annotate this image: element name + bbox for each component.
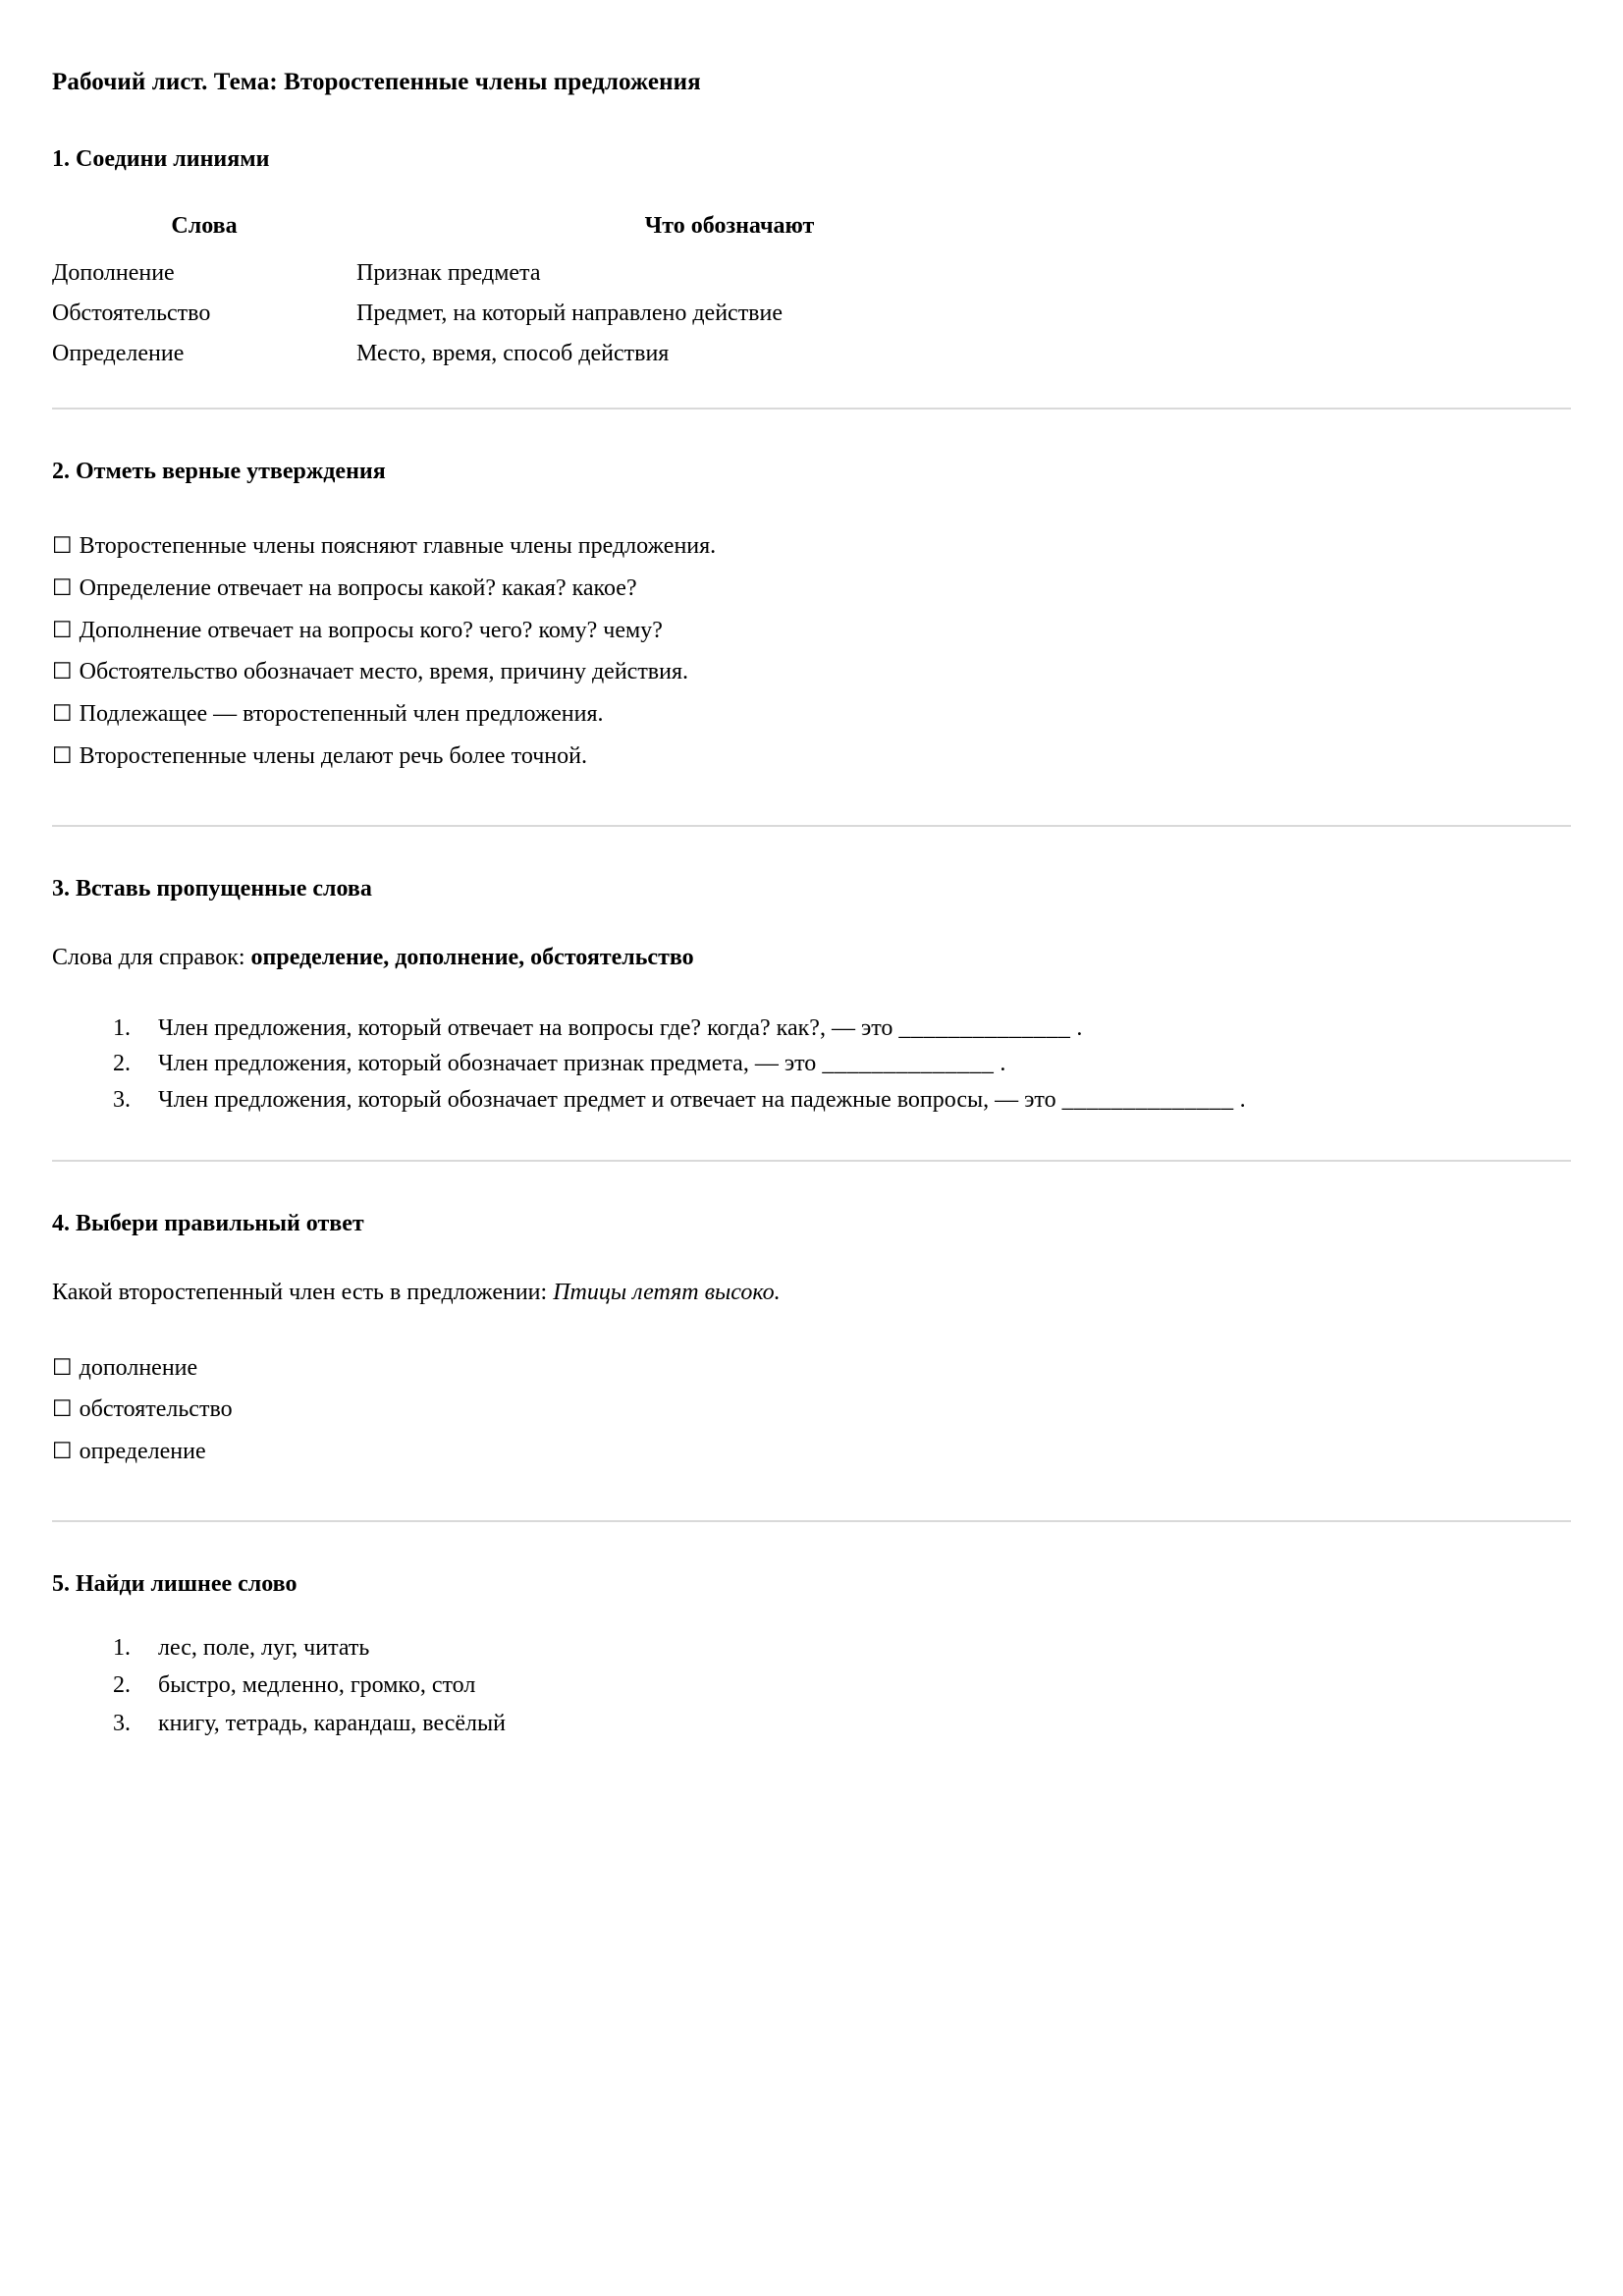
fill-blank-text-3: Член предложения, который обозначает предмет и отвечает на падежные вопросы, — это	[158, 1086, 1062, 1113]
list-item[interactable]	[136, 1669, 1571, 1703]
column-header-words: Слова	[171, 213, 238, 240]
checkbox-icon[interactable]: ☐	[52, 659, 73, 685]
checkbox-icon[interactable]: ☐	[52, 742, 73, 769]
answer-option-label-2: обстоятельство	[79, 1396, 233, 1423]
list-item[interactable]	[136, 1012, 1571, 1046]
checkbox-label-4: Обстоятельство обозначает место, время, причину действия.	[79, 659, 689, 685]
table-header-row	[52, 207, 1103, 253]
question-sentence: Птицы летят высоко.	[553, 1279, 781, 1305]
checkbox-label-3: Дополнение отвечает на вопросы кого? чего? кому? чему?	[79, 617, 663, 643]
checkbox-icon[interactable]: ☐	[52, 617, 73, 643]
page-title: Рабочий лист. Тема: Второстепенные члены предложения	[52, 69, 701, 95]
list-item[interactable]	[136, 1084, 1571, 1118]
match-table	[52, 207, 1103, 374]
answer-option-row-3[interactable]	[52, 1431, 1571, 1473]
checkbox-row-4[interactable]	[52, 651, 1571, 693]
answer-option-label-1: дополнение	[79, 1354, 198, 1381]
checkbox-row-3[interactable]	[52, 610, 1571, 652]
column-header-meanings: Что обозначают	[644, 213, 815, 240]
checkbox-icon[interactable]: ☐	[52, 701, 73, 728]
checkbox-icon[interactable]: ☐	[52, 1396, 73, 1423]
match-meaning-1[interactable]: Признак предмета	[356, 260, 541, 287]
checkbox-row-5[interactable]	[52, 693, 1571, 736]
table-row[interactable]	[52, 334, 1103, 374]
answer-option-row-1[interactable]	[52, 1347, 1571, 1390]
reference-words-values: определение, дополнение, обстоятельство	[250, 944, 694, 970]
odd-one-out-item-3: книгу, тетрадь, карандаш, весёлый	[158, 1711, 506, 1737]
answer-option-row-2[interactable]	[52, 1389, 1571, 1431]
checkbox-label-6: Второстепенные члены делают речь более точной.	[79, 742, 587, 769]
table-row[interactable]	[52, 253, 1103, 294]
reference-words-line	[52, 943, 1571, 973]
answer-option-label-3: определение	[79, 1439, 206, 1465]
fill-blank-list	[52, 1012, 1571, 1118]
fill-blank-text-2: Член предложения, который обозначает признак предмета, — это	[158, 1051, 823, 1077]
fill-blank-tail-3: .	[1233, 1086, 1246, 1113]
match-word-1[interactable]: Дополнение	[52, 260, 175, 287]
checkbox-icon[interactable]: ☐	[52, 574, 73, 601]
blank-input-2[interactable]: ______________	[822, 1051, 995, 1077]
section-5-heading: 5. Найди лишнее слово	[52, 1570, 298, 1597]
fill-blank-tail-1: .	[1070, 1014, 1083, 1041]
section-3-heading: 3. Вставь пропущенные слова	[52, 875, 372, 902]
checkbox-icon[interactable]: ☐	[52, 1354, 73, 1381]
list-item[interactable]	[136, 1048, 1571, 1081]
match-meaning-3[interactable]: Место, время, способ действия	[356, 341, 670, 367]
blank-input-3[interactable]: ______________	[1061, 1086, 1234, 1113]
table-row[interactable]	[52, 294, 1103, 334]
match-word-3[interactable]: Определение	[52, 341, 185, 367]
section-1-heading: 1. Соедини линиями	[52, 146, 270, 173]
checkbox-label-1: Второстепенные члены поясняют главные члены предложения.	[79, 533, 717, 560]
fill-blank-tail-2: .	[994, 1051, 1006, 1077]
question-prefix: Какой второстепенный член есть в предложении:	[52, 1279, 554, 1305]
section-4-heading: 4. Выбери правильный ответ	[52, 1210, 364, 1236]
checkbox-row-1[interactable]	[52, 525, 1571, 568]
match-word-2[interactable]: Обстоятельство	[52, 301, 211, 327]
checkbox-label-5: Подлежащее — второстепенный член предложения.	[79, 701, 604, 728]
checkbox-icon[interactable]: ☐	[52, 533, 73, 560]
checkbox-label-2: Определение отвечает на вопросы какой? какая? какое?	[79, 574, 637, 601]
odd-one-out-item-2: быстро, медленно, громко, стол	[158, 1672, 476, 1699]
section-2-heading: 2. Отметь верные утверждения	[52, 459, 386, 485]
fill-blank-text-1: Член предложения, который отвечает на вопросы где? когда? как?, — это	[158, 1014, 899, 1041]
checkbox-row-2[interactable]	[52, 568, 1571, 610]
odd-one-out-list	[52, 1632, 1571, 1741]
section-4-question	[52, 1278, 1571, 1308]
checkbox-row-6[interactable]	[52, 736, 1571, 778]
blank-input-1[interactable]: ______________	[898, 1014, 1071, 1041]
checkbox-icon[interactable]: ☐	[52, 1439, 73, 1465]
reference-words-label: Слова для справок:	[52, 944, 251, 970]
match-meaning-2[interactable]: Предмет, на который направлено действие	[356, 301, 784, 327]
odd-one-out-item-1: лес, поле, луг, читать	[158, 1634, 370, 1661]
list-item[interactable]	[136, 1708, 1571, 1741]
list-item[interactable]	[136, 1632, 1571, 1666]
